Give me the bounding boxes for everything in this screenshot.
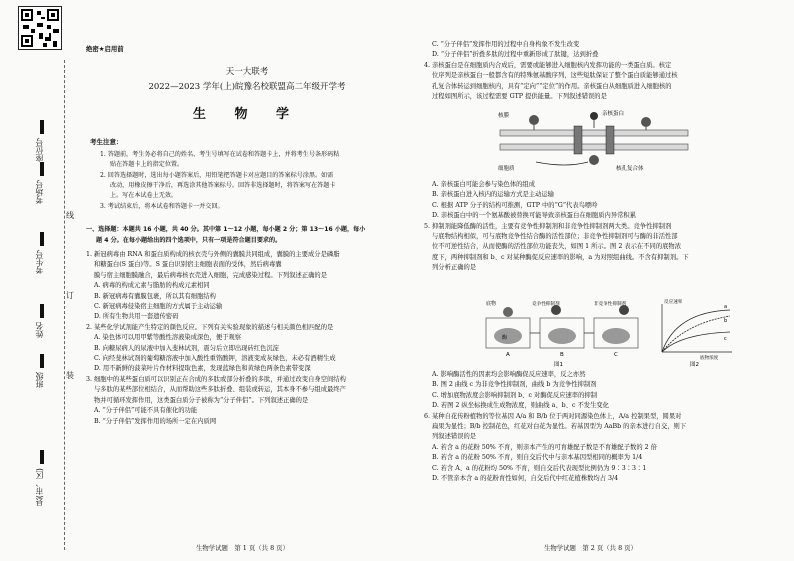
option-line: D. 不管亲本含 a 的花粉育性如何，自交后代中红花植株数均占 3/4	[432, 475, 619, 483]
page-footer-right: 生物学试题 第 2 页（共 8 页）	[544, 544, 637, 552]
cut-word-zhuang: 装	[66, 371, 74, 380]
notice-line: 2. 回答选择题时，选出每小题答案后，用铅笔把答题卡对应题目的答案标号涂黑。如需	[100, 172, 334, 179]
curve-label-b: b	[724, 318, 728, 324]
question-line: 4. 亲核蛋白是在细胞质内合成后，需要或能够进入细胞核内发挥功能的一类蛋白质。核定	[424, 61, 672, 69]
class-label: 班级	[35, 372, 44, 388]
question-line: 位不可逆性结合，从而使酶的活性部位功能丧失，如图 1 所示。图 2 表示在不同的底物浓	[432, 243, 682, 251]
option-line: A. 亲核蛋白可能会参与染色体的组成	[432, 181, 536, 188]
fig-word-substrate: 底物	[486, 301, 497, 307]
question-line: 列分析正确的是	[432, 264, 477, 272]
fig2-xlabel: 底物浓度	[700, 356, 719, 361]
option-line: C. 新冠病毒侵染宿主细胞的方式属于主动运输	[94, 303, 223, 311]
left-column	[86, 250, 408, 427]
section-heading: 题 4 分。在每小题给出的四个选项中，只有一项是符合题目要求的。	[96, 237, 282, 244]
fig1-label-protein: 亲核蛋白	[602, 111, 625, 117]
question-line: 过程如图所示，该过程需要 GTP 提供能量。下列叙述错误的是	[432, 93, 607, 101]
fig-box-label-b: B	[560, 352, 564, 358]
question-line: 物并可循环发挥作用，这类蛋白质分子被称为“分子伴侣”。下列叙述正确的是	[94, 396, 309, 404]
option-line: A. “分子伴侣”可能不具有催化的功能	[94, 407, 198, 415]
question-line: 2. 某些化学试剂能产生特定的颜色反应。下列有关实验现象的描述与相关颜色相匹配的是	[86, 323, 334, 331]
option-line: C. 根据 ATP 分子的结构可推测，GTP 中的“G”代表鸟嘌呤	[432, 201, 598, 209]
option-line: B. 若含 a 的花粉 50% 不育，则自交后代中与亲本基因型相同的概率为 1/4	[432, 454, 643, 462]
fig-word-noncompetitive: 非竞争性抑制剂	[594, 302, 627, 307]
question-line: 1. 新冠病毒由 RNA 和蛋白质构成的核衣壳与外侧的囊膜共同组成，囊膜的主要成分是磷脂	[86, 251, 340, 258]
option-line: B. 亲核蛋白进入核内的运输方式是主动运输	[432, 191, 554, 199]
field-marker	[40, 354, 44, 368]
option-line: A. 若含 a 的花粉 50% 不育，则亲本产生的可育雄配子数是不育雄配子数的 2 倍	[432, 443, 657, 451]
enzyme-inhibitor-figure	[484, 298, 736, 368]
fig-box-label-a: A	[506, 352, 510, 358]
right-column-top	[424, 40, 774, 102]
field-marker	[40, 162, 44, 176]
name-label: 姓名	[35, 322, 44, 338]
fig1-label-pore-complex: 核孔复合体	[616, 166, 644, 172]
fig1-label-cytoplasm: 细胞质	[498, 166, 515, 172]
cut-line	[64, 60, 65, 550]
fig-word-enzyme: 酶	[502, 335, 508, 341]
notice-line: 3. 考试结束后，将本试卷和答题卡一并交回。	[100, 203, 224, 210]
question-line: 度下，两种抑制剂和 b、c 对某种酶促反应速率的影响，a 为对照组曲线。不含有抑制剂。下	[432, 253, 689, 261]
question-line: 3. 细胞中的某些蛋白质可以识别正在合成的多肽或部分折叠的多肽，并通过改变自身空间结构	[86, 375, 346, 383]
candidate-number-label: 考生号	[35, 250, 44, 274]
option-line: D. “分子伴侣”折叠多肽的过程中重新形成了肽键，达到折叠	[432, 51, 599, 59]
notice-line: 改动，用橡皮擦干净后，再选涂其他答案标号。回答非选择题时，将答案写在答题卡	[110, 182, 336, 189]
question-line: 位序列是亲核蛋白一般都含有的特殊氨基酸序列，这些短肽保证了整个蛋白质能够通过核	[432, 72, 678, 80]
notice-line: 贴在答题卡上的指定位置。	[110, 161, 184, 168]
option-line: A. 病毒的构成元素与脂肪的构成元素相同	[94, 282, 210, 290]
question-line: 和糖蛋白(S 蛋白)等。S 蛋白识别宿主细胞表面的受体，然后病毒囊	[94, 261, 282, 269]
exam-year: 2022—2023 学年(上)皖豫名校联盟高二年级开学考	[148, 82, 346, 92]
fig2-caption-right: 图2	[690, 362, 699, 368]
section-heading: 一、选择题：本题共 16 小题，共 40 分。其中第 1～12 小题，每小题 2 分；第 13～16 小题，每小	[86, 226, 366, 233]
page-footer-left: 生物学试题 第 1 页（共 8 页）	[196, 544, 289, 552]
option-line: B. 图 2 曲线 c 为非竞争性抑制剂，曲线 b 为竞争性抑制剂	[432, 381, 597, 389]
option-line: C. 若含 A、a 的花粉均 50% 不育，则自交后代表现型比例仍为 9∶3∶3∶1	[432, 464, 647, 472]
option-line: D. 所有生物共用一套遗传密码	[94, 313, 179, 321]
qr-code-icon	[18, 6, 62, 50]
binding-strip	[0, 0, 74, 561]
right-column-bottom	[424, 370, 774, 484]
question-line: 扁果为显性；B/b 控制花色，红花对白花为显性。若基因型为 AaBb 的亲本进行自交，则下	[432, 423, 687, 431]
right-column-middle	[424, 180, 774, 274]
option-line: C. “分子伴侣”发挥作用的过程中自身构象不发生改变	[432, 41, 580, 48]
question-line: 膜与宿主细胞膜融合，最后病毒核衣壳进入细胞，完成感染过程。下列叙述正确的是	[94, 271, 327, 279]
option-line: B. 新冠病毒有囊膜包裹，所以其有细胞结构	[94, 292, 216, 300]
fig2-ylabel: 反应速率	[664, 300, 683, 305]
question-line: 与多肽的某些部位相结合，从而帮助这些多肽折叠、组装或转运，其本身不参与组成最终产	[94, 386, 346, 394]
option-line: D. 若图 2 纵坐标换成生成物浓度，则曲线 a、b、c 不发生变化	[432, 402, 609, 410]
field-marker	[40, 120, 44, 134]
option-line: C. 向经斐林试剂的葡萄糖溶液中加入酸性重铬酸钾，溶液变成灰绿色，未必有酒精生成	[94, 355, 336, 363]
notice-title: 考生注意：	[90, 138, 123, 146]
cut-word-xian: 线	[66, 211, 74, 220]
option-line: A. 影响酶活性的因素均会影响酶促反应速率，反之亦然	[432, 371, 586, 378]
option-line: A. 染色体可以用甲紫等酸性溶液染成深色，便于观察	[94, 334, 242, 342]
option-line: C. 增加底物浓度会影响抑制剂 b、c 对酶促反应速率的抑制	[432, 391, 597, 399]
fig-word-competitive: 竞争性抑制剂	[532, 302, 560, 307]
fig2-caption-left: 图1	[554, 362, 563, 368]
option-line: B. “分子伴侣”发挥作用的场所一定在内质网	[94, 417, 217, 425]
question-line: 5. 抑制剂能降低酶的活性，主要有竞争性抑制剂和非竞争性抑制剂两大类。竞争性抑制剂	[424, 222, 672, 230]
curve-label-a: a	[724, 304, 728, 310]
page-title: 生 物 学	[192, 107, 302, 122]
question-line: 孔复合体转运到细胞核内，具有“定向”“定位”的作用。亲核蛋白从细胞质进入细胞核的	[432, 82, 672, 90]
county-label: 县(市、区)	[35, 468, 44, 507]
fig-box-label-c: C	[614, 352, 618, 358]
exam-name: 天一大联考	[225, 67, 269, 77]
option-line: D. 亲核蛋白中的一个氨基酸被替换可能导致亲核蛋白在细胞质内异常积累	[432, 212, 637, 220]
nuclear-pore-figure	[496, 108, 692, 174]
notice-line: 1. 答题前，考生务必将自己的姓名、考生号填写在试卷和答题卡上，并将考生号条形码粘	[100, 151, 340, 158]
fig1-label-nuclear-membrane: 核膜	[498, 113, 510, 119]
seat-number-label: 座位号	[35, 138, 44, 162]
option-line: B. 向糖尿病人的尿液中加入斐林试剂，震匀后立即出现砖红色沉淀	[94, 344, 279, 352]
field-marker	[40, 232, 44, 246]
question-line: 列叙述错误的是	[432, 433, 477, 441]
field-marker	[40, 304, 44, 318]
field-marker	[40, 450, 44, 464]
option-line: D. 用不新鲜的菠菜叶片作材料提取色素，发现蓝绿色和黄绿色两条色素带变深	[94, 365, 311, 373]
notice-line: 上。写在本试卷上无效。	[110, 192, 178, 199]
room-number-label: 考场号	[35, 180, 44, 204]
question-line: 6. 某种自花传粉植物的等位基因 A/a 和 B/b 位于两对同源染色体上，A/a 控制果型，圆果对	[424, 412, 682, 420]
cut-word-ding: 订	[66, 291, 74, 300]
question-line: 与底物结构相似，可与底物竞争性结合酶的活性部位；非竞争性抑制剂可与酶的非活性部	[432, 233, 678, 241]
curve-label-c: c	[724, 336, 727, 342]
confidential-mark: 绝密★启用前	[86, 45, 124, 53]
